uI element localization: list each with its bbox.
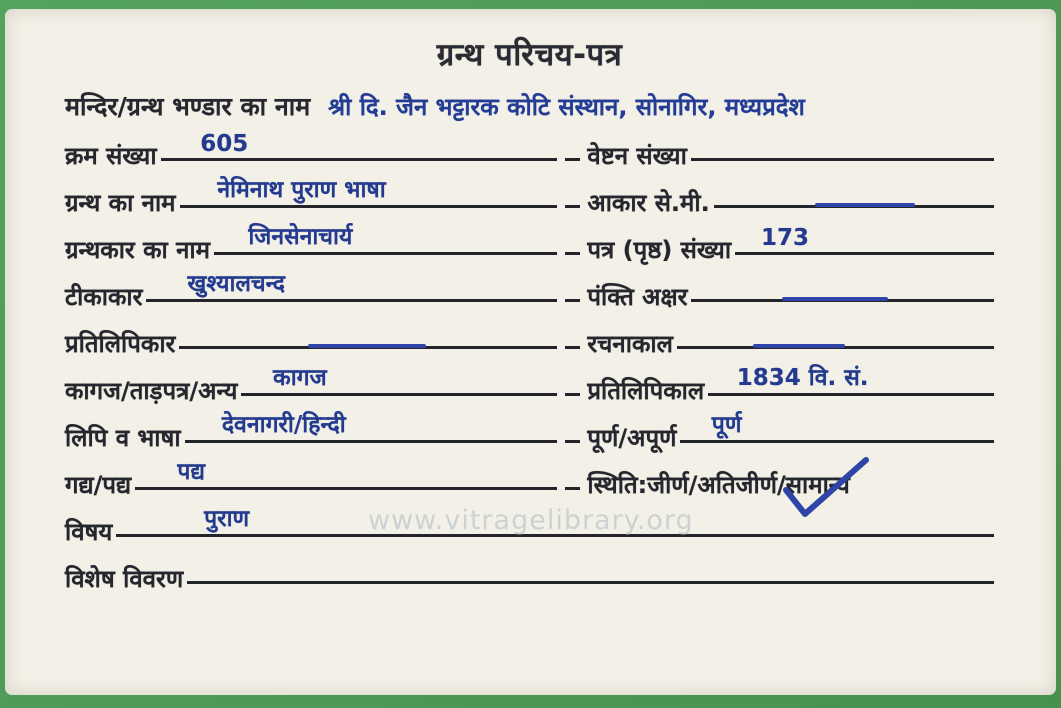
prose-verse-label: गद्य/पद्य xyxy=(65,471,132,499)
field-special-details xyxy=(65,552,994,595)
copyist-line xyxy=(179,317,557,349)
page-count-line xyxy=(735,223,994,255)
bundle-number-label: वेष्टन संख्या xyxy=(587,142,687,170)
copy-date-value: 1834 वि. सं. xyxy=(736,365,869,391)
completeness-label: पूर्ण/अपूर्ण xyxy=(587,424,677,452)
field-script-language xyxy=(65,411,557,454)
page-count-value: 173 xyxy=(760,225,809,251)
size-cm-line xyxy=(714,176,994,208)
author-name-label: ग्रन्थकार का नाम xyxy=(65,236,210,264)
script-language-value: देवनागरी/हिन्दी xyxy=(221,412,346,438)
page-count-label: पत्र (पृष्ठ) संख्या xyxy=(587,236,732,264)
size-cm-label: आकार से.मी. xyxy=(587,189,710,217)
composition-date-line xyxy=(677,317,994,349)
repository-name-label: मन्दिर/ग्रन्थ भण्डार का नाम xyxy=(65,92,311,121)
pen-mark xyxy=(815,203,915,207)
row-copyist-composed xyxy=(65,313,994,360)
field-page-count xyxy=(565,223,994,266)
field-repository-name xyxy=(65,89,994,123)
field-book-name xyxy=(65,176,557,219)
material-line xyxy=(241,364,557,396)
commentator-value: खुश्यालचन्द xyxy=(187,271,285,297)
card-title: ग्रन्थ परिचय-पत्र xyxy=(436,37,623,73)
book-name-line xyxy=(180,176,558,208)
author-name-value: जिनसेनाचार्य xyxy=(248,224,353,250)
author-name-line xyxy=(214,223,557,255)
subject-label: विषय xyxy=(65,518,113,546)
field-serial-number xyxy=(65,129,557,172)
field-material xyxy=(65,364,557,407)
commentator-label: टीकाकार xyxy=(65,283,143,311)
field-copyist xyxy=(65,317,557,360)
copyist-label: प्रतिलिपिकार xyxy=(65,330,176,358)
rule-segment xyxy=(565,129,580,161)
commentator-line xyxy=(146,270,557,302)
rule-segment xyxy=(565,317,580,349)
bundle-number-line xyxy=(691,129,994,161)
pen-mark xyxy=(782,297,888,301)
special-details-label: विशेष विवरण xyxy=(65,565,184,593)
row-special-details xyxy=(65,548,994,595)
row-material-copydate xyxy=(65,360,994,407)
condition-label: स्थिति:जीर्ण/अतिजीर्ण/ xyxy=(587,471,786,499)
subject-value: पुराण xyxy=(204,506,250,532)
repository-name-value: श्री दि. जैन भट्टारक कोटि संस्थान, सोनागिर, मध्यप्रदेश xyxy=(328,93,805,121)
prose-verse-value: पद्य xyxy=(177,459,205,485)
watermark: www.vitragelibrary.org xyxy=(368,505,694,536)
row-script-complete xyxy=(65,407,994,454)
condition-option-text: सामान्य xyxy=(785,471,850,499)
copy-date-line xyxy=(708,364,994,396)
serial-number-label: क्रम संख्या xyxy=(65,142,157,170)
field-composition-date xyxy=(565,317,994,360)
material-value: कागज xyxy=(273,365,327,391)
row-author-pages xyxy=(65,219,994,266)
field-commentator xyxy=(65,270,557,313)
field-line-letters xyxy=(565,270,994,313)
rule-segment xyxy=(565,270,580,302)
composition-date-label: रचनाकाल xyxy=(587,330,673,358)
pen-mark xyxy=(753,344,845,348)
field-prose-verse xyxy=(65,458,557,501)
rule-segment xyxy=(565,411,580,443)
book-name-value: नेमिनाथ पुराण भाषा xyxy=(217,177,386,203)
script-language-label: लिपि व भाषा xyxy=(65,424,181,452)
special-details-line xyxy=(187,552,994,584)
condition-checked-option xyxy=(786,468,850,501)
script-language-line xyxy=(185,411,558,443)
field-bundle-number xyxy=(565,129,994,172)
rule-segment xyxy=(565,364,580,396)
field-completeness xyxy=(565,411,994,454)
pen-mark xyxy=(308,344,426,348)
rule-segment xyxy=(565,176,580,208)
rule-segment xyxy=(565,458,580,490)
field-size-cm xyxy=(565,176,994,219)
serial-number-line xyxy=(161,129,558,161)
serial-number-value: 605 xyxy=(200,131,249,157)
completeness-value: पूर्ण xyxy=(711,412,742,438)
row-prose-condition xyxy=(65,454,994,501)
material-label: कागज/ताड़पत्र/अन्य xyxy=(65,377,238,405)
book-name-label: ग्रन्थ का नाम xyxy=(65,189,176,217)
field-author-name xyxy=(65,223,557,266)
prose-verse-line xyxy=(135,458,557,490)
rule-segment xyxy=(565,223,580,255)
row-serial-bundle xyxy=(65,125,994,172)
line-letters-line xyxy=(691,270,994,302)
completeness-line xyxy=(680,411,994,443)
line-letters-label: पंक्ति अक्षर xyxy=(587,283,688,311)
row-commentator-lines xyxy=(65,266,994,313)
row-bookname-size xyxy=(65,172,994,219)
catalog-card xyxy=(5,9,1056,695)
copy-date-label: प्रतिलिपिकाल xyxy=(587,377,705,405)
field-condition xyxy=(565,458,994,501)
field-copy-date xyxy=(565,364,994,407)
